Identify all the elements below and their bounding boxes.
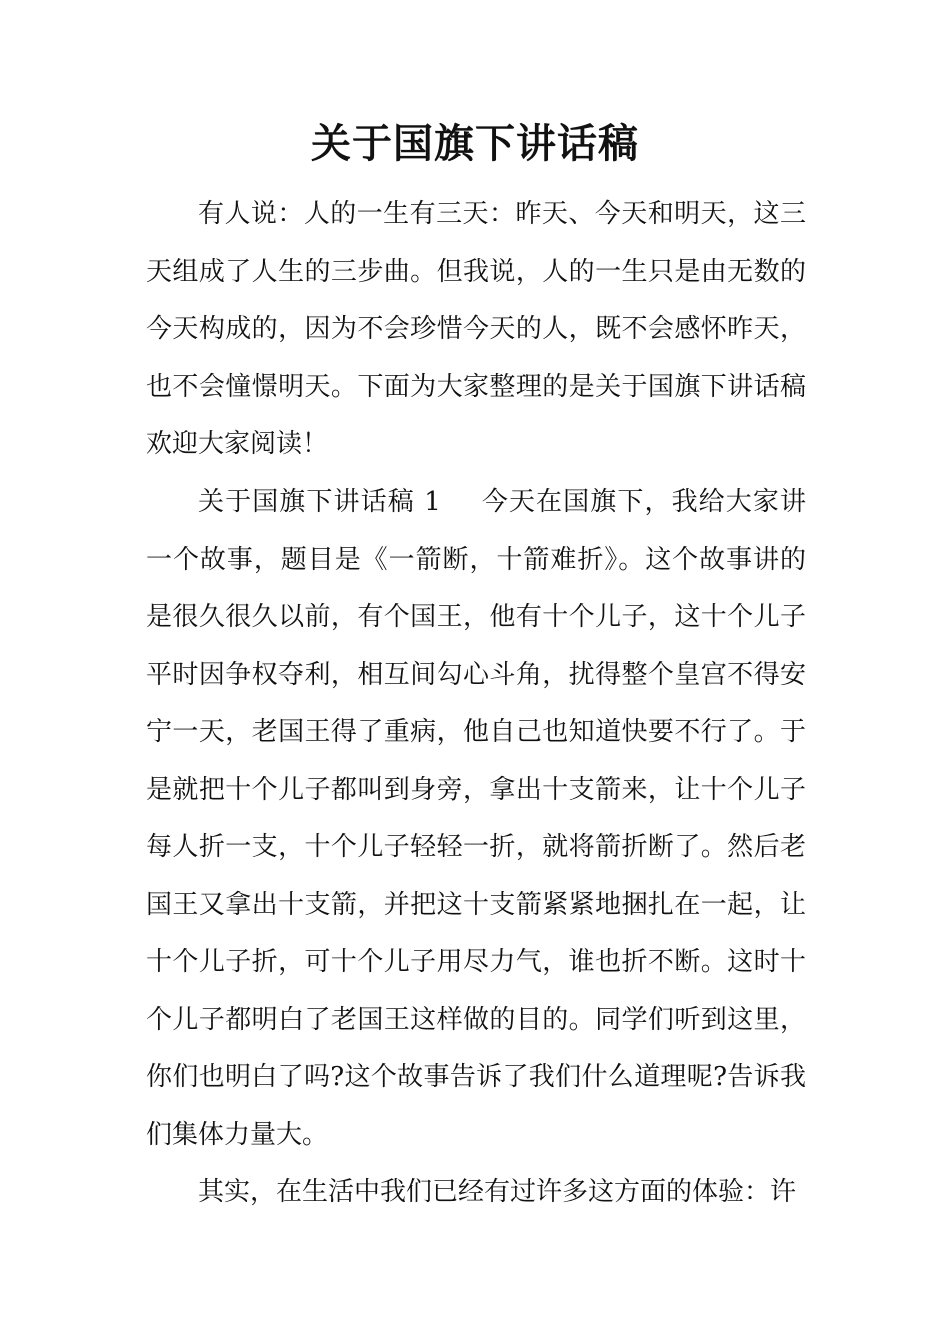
paragraph-continuation xyxy=(146,1164,806,1222)
section-heading: 关于国旗下讲话稿 1 xyxy=(198,487,441,517)
paragraph-text: 其实，在生活中我们已经有过许多这方面的体验：许 xyxy=(198,1177,797,1207)
paragraph-text: 有人说：人的一生有三天：昨天、今天和明天，这三天组成了人生的三步曲。但我说，人的一生只是由无数的今天构成的，因为不会珍惜今天的人，既不会感怀昨天，也不会憧憬明天。下面为大家整理的是关于国旗下讲话稿欢迎大家阅读！ xyxy=(146,199,806,459)
paragraph-speech-1 xyxy=(146,474,806,1164)
document-title: 关于国旗下讲话稿 xyxy=(311,120,639,167)
paragraph-intro xyxy=(146,186,806,474)
paragraph-text: 今天在国旗下，我给大家讲一个故事，题目是《一箭断，十箭难折》。这个故事讲的是很久很久以前，有个国王，他有十个儿子，这十个儿子平时因争权夺利，相互间勾心斗角，扰得整个皇宫不得安宁一天，老国王得了重病，他自己也知道快要不行了。于是就把十个儿子都叫到身旁，拿出十支箭来，让十个儿子每人折一支，十个儿子轻轻一折，就将箭折断了。然后老国王又拿出十支箭，并把这十支箭紧紧地捆扎在一起，让十个儿子折，可十个儿子用尽力气，谁也折不断。这时十个儿子都明白了老国王这样做的目的。同学们听到这里，你们也明白了吗?这个故事告诉了我们什么道理呢?告诉我们集体力量大。 xyxy=(146,487,806,1150)
paragraph-container xyxy=(146,474,806,1164)
